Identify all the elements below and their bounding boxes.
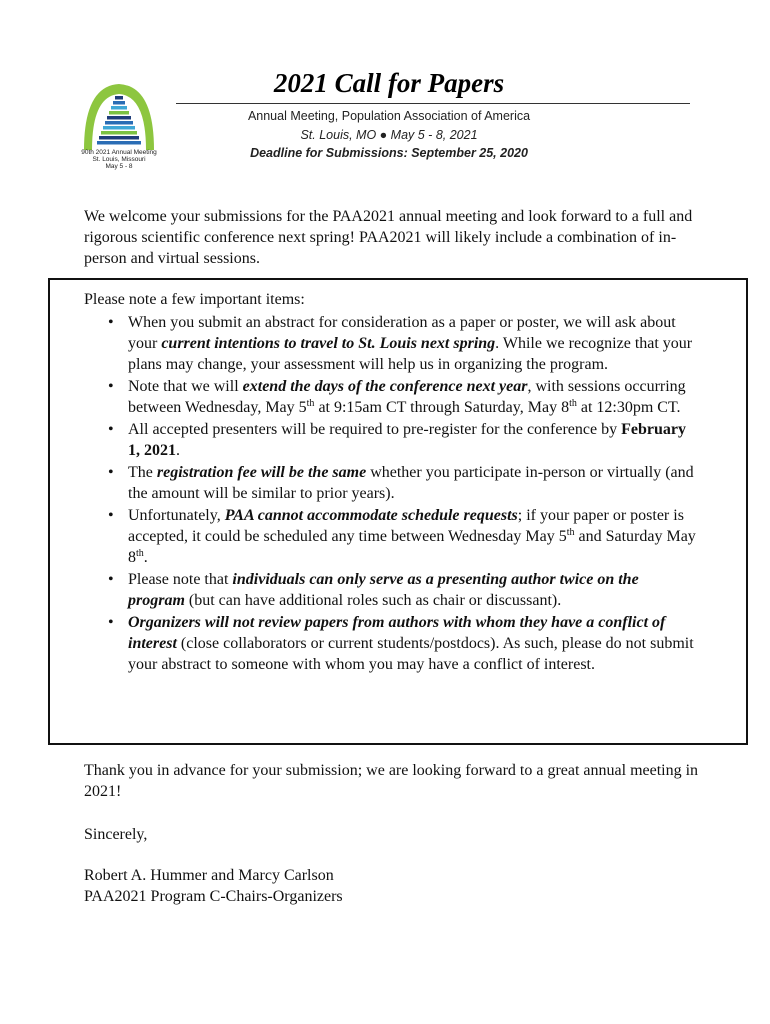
ordinal-suffix: th [306,398,315,409]
list-item [108,505,698,568]
item-emphasis: February 1, 2021 [128,421,686,459]
item-text: Note that we will [128,378,243,395]
ordinal-suffix: th [566,527,575,538]
bullet-icon: • [108,464,114,481]
item-text: , with sessions occurring between Wednesday, May 5 [128,378,686,416]
logo-caption-line3: May 5 - 8 [105,163,133,170]
item-text: . [143,549,148,566]
list-item [108,312,698,375]
logo-caption [78,149,160,170]
logo-caption-line2: St. Louis, Missouri [92,156,146,163]
item-emphasis: current intentions to travel to St. Louis next spring [161,335,496,352]
item-emphasis: individuals can only serve as a presenting author twice on the program [128,571,639,609]
item-text: at 12:30pm CT. [576,399,681,416]
item-text: . While we recognize that your plans may change, your assessment will help us in organizing the program. [128,335,693,373]
item-text: at 9:15am CT through Saturday, May 8 [314,399,570,416]
list-item [108,376,698,418]
item-emphasis: PAA cannot accommodate schedule requests [224,507,518,524]
item-text: The [128,464,157,481]
item-text: (but can have additional roles such as chair or discussant). [184,592,562,609]
item-text: . [176,442,180,459]
item-emphasis: extend the days of the conference next year [242,378,528,395]
item-text: whether you participate in-person or virtually (and the amount will be similar to prior years). [128,464,694,502]
list-item [108,612,698,675]
deadline-line: Deadline for Submissions: September 25, 2020 [250,146,528,160]
item-emphasis: registration fee will be the same [156,464,367,481]
bullet-icon: • [108,378,114,395]
bullet-icon: • [108,571,114,588]
page-title: 2021 Call for Papers [273,68,505,98]
item-text: Please note that [128,571,233,588]
list-item [108,419,698,461]
ordinal-suffix: th [136,548,144,559]
bullet-icon: • [108,614,114,631]
sincerely-line: Sincerely, [84,826,148,843]
item-emphasis: Organizers will not review papers from authors with whom they have a conflict of interest [128,614,666,652]
item-text: All accepted presenters will be required to pre-register for the conference by [128,421,622,438]
box-heading: Please note a few important items: [84,291,305,308]
logo-pyramid-bars [97,96,141,145]
bullet-icon: • [108,314,114,331]
item-text: and Saturday May 8 [128,528,696,566]
bullet-icon: • [108,421,114,438]
logo-caption-line1: 90th 2021 Annual Meeting [81,149,157,156]
important-items-list [108,312,698,676]
title-divider [176,103,690,104]
list-item [108,569,698,611]
bullet-icon: • [108,507,114,524]
item-text: When you submit an abstract for consideration as a paper or poster, we will ask about your [128,314,676,352]
role-line: PAA2021 Program C-Chairs-Organizers [84,888,343,905]
ordinal-suffix: th [569,398,577,409]
intro-paragraph: We welcome your submissions for the PAA2021 annual meeting and look forward to a full and rigorous scientific conference next spring! PAA2021 will likely include a combination of in-person and virtual sessions. [84,208,693,267]
org-line: Annual Meeting, Population Association of America [247,109,531,123]
item-text: Unfortunately, [128,507,225,524]
list-item [108,462,698,504]
signatories-line: Robert A. Hummer and Marcy Carlson [84,867,334,884]
item-text: (close collaborators or current students/postdocs). As such, please do not submit your abstract to someone with whom you may have a conflict of interest. [128,635,694,673]
item-text: ; if your paper or poster is accepted, it could be scheduled any time between Wednesday May 5 [128,507,684,545]
thanks-paragraph: Thank you in advance for your submission; we are looking forward to a great annual meeting in 2021! [84,762,699,800]
location-line: St. Louis, MO ● May 5 - 8, 2021 [300,128,478,142]
